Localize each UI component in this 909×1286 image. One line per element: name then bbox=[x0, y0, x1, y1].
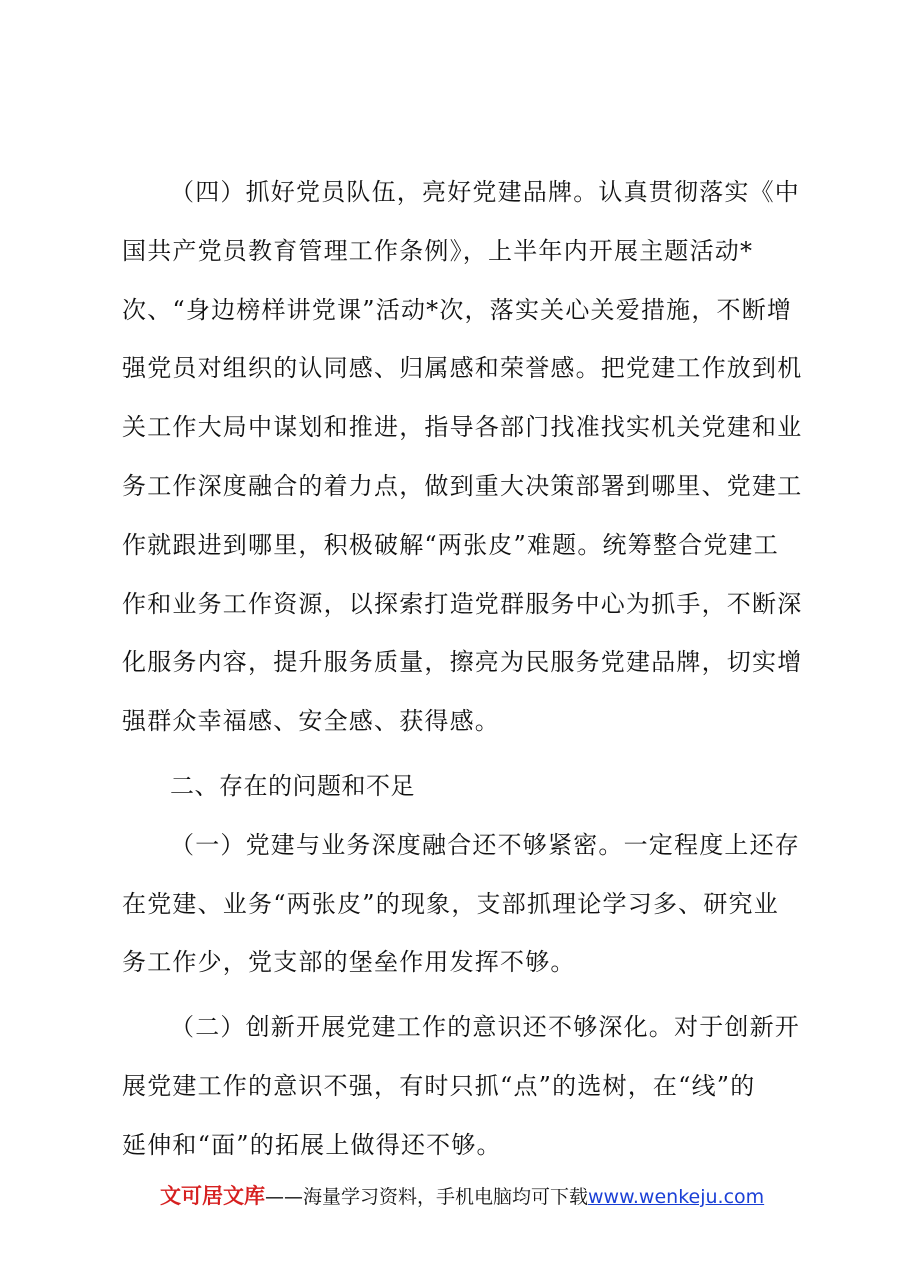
text-line: 务工作深度融合的着力点，做到重大决策部署到哪里、党建工 bbox=[122, 471, 803, 500]
paragraph-issue-integration bbox=[122, 816, 800, 992]
text-line: 次、“身边榜样讲党课”活动*次，落实关心关爱措施，不断增 bbox=[122, 295, 793, 324]
text-line: （一）党建与业务深度融合还不够紧密。一定程度上还存 bbox=[170, 830, 800, 859]
text-line: 作和业务工作资源，以探索打造党群服务中心为抓手，不断深 bbox=[122, 589, 803, 618]
text-line: （四）抓好党员队伍，亮好党建品牌。认真贯彻落实《中 bbox=[170, 178, 800, 206]
text-line: 化服务内容，提升服务质量，擦亮为民服务党建品牌，切实增 bbox=[122, 648, 803, 677]
text-line: 延伸和“面”的拓展上做得还不够。 bbox=[122, 1130, 502, 1159]
text-line: 国共产党员教育管理工作条例》，上半年内开展主题活动* bbox=[122, 236, 754, 265]
text-line: 强群众幸福感、安全感、获得感。 bbox=[122, 707, 500, 736]
text-line: 在党建、业务“两张皮”的现象，支部抓理论学习多、研究业 bbox=[122, 889, 779, 918]
brand-name: 文可居文库 bbox=[160, 1184, 265, 1208]
paragraph-party-brand bbox=[122, 163, 803, 751]
page-footer bbox=[160, 1180, 800, 1210]
text-line: 展党建工作的意识不强，有时只抓“点”的选树，在“线”的 bbox=[122, 1071, 756, 1100]
document-body bbox=[122, 163, 803, 1175]
section-heading: 二、存在的问题和不足 bbox=[170, 771, 415, 800]
footer-tagline: ——海量学习资料，手机电脑均可下载 bbox=[265, 1186, 589, 1208]
paragraph-issue-innovation bbox=[122, 998, 800, 1174]
text-line: 务工作少，党支部的堡垒作用发挥不够。 bbox=[122, 948, 576, 977]
text-line: （二）创新开展党建工作的意识还不够深化。对于创新开 bbox=[170, 1013, 800, 1042]
text-line: 强党员对组织的认同感、归属感和荣誉感。把党建工作放到机 bbox=[122, 354, 803, 383]
website-link[interactable]: www.wenkeju.com bbox=[588, 1186, 765, 1208]
text-line: 作就跟进到哪里，积极破解“两张皮”难题。统筹整合党建工 bbox=[122, 530, 779, 559]
text-line: 关工作大局中谋划和推进，指导各部门找准找实机关党建和业 bbox=[122, 413, 803, 442]
